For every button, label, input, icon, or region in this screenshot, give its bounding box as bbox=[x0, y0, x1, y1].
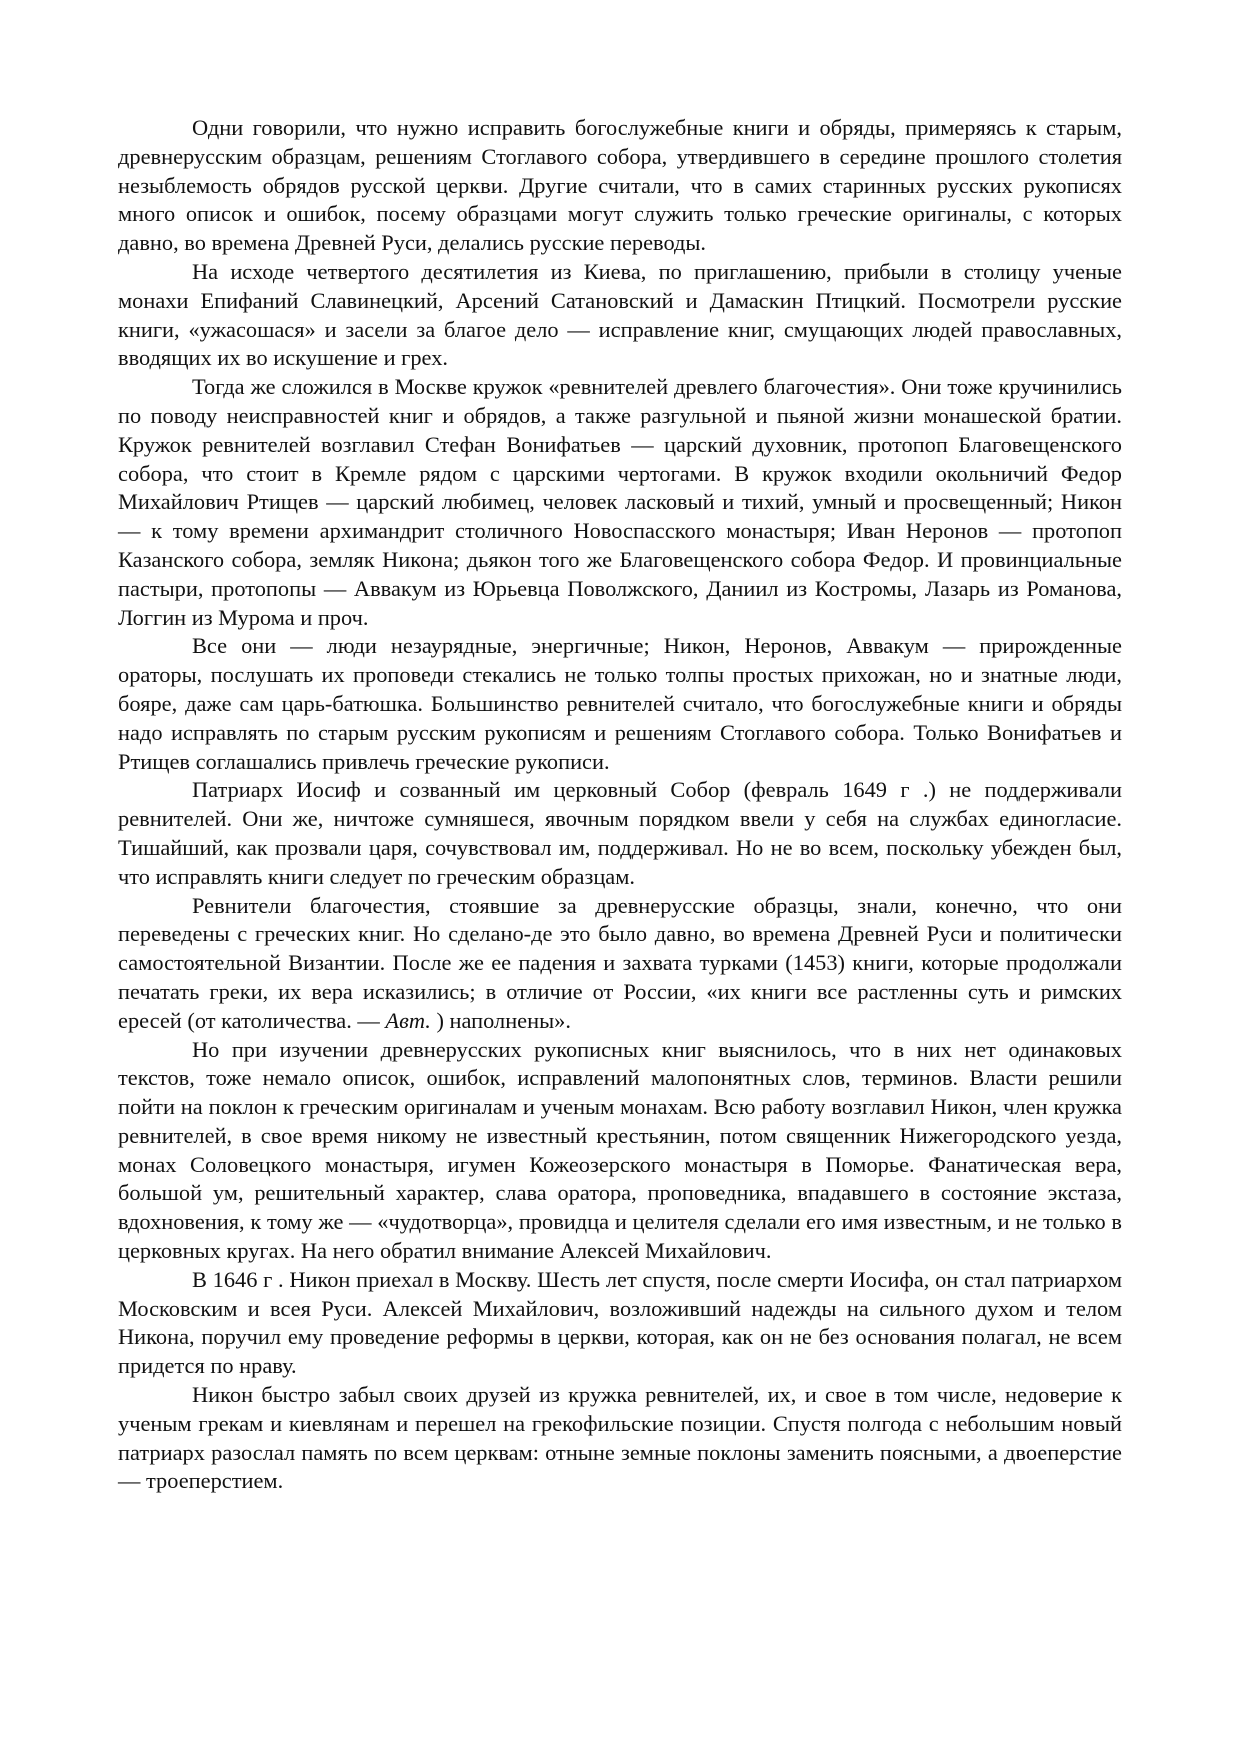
paragraph-8: В 1646 г . Никон приехал в Москву. Шесть лет спустя, после смерти Иосифа, он стал патриархом Московским и всея Руси. Алексей Михайлович, возложивший надежды на сильного духом и телом Никона, поручил ему проведение реформы в церкви, которая, как он не без основания полагал, не всем придется по нраву. bbox=[118, 1266, 1122, 1379]
paragraph-9: Никон быстро забыл своих друзей из кружка ревнителей, их, и свое в том числе, недоверие к ученым грекам и киевлянам и перешел на грекофильские позиции. Спустя полгода с небольшим новый патриарх разослал память по всем церквам: отныне земные поклоны заменить поясными, а двоеперстие — троеперстием. bbox=[118, 1382, 1122, 1494]
paragraph-6 bbox=[118, 892, 1122, 1036]
paragraph-7: Но при изучении древнерусских рукописных книг выяснилось, что в них нет одинаковых текстов, тоже немало описок, ошибок, исправлений малопонятных слов, терминов. Власти решили пойти на поклон к греческим оригиналам и ученым монахам. Всю работу возглавил Никон, член кружка ревнителей, в свое время никому не известный крестьянин, потом священник Нижегородского уезда, монах Соловецкого монастыря, игумен Кожеозерского монастыря в Поморье. Фанатическая вера, большой ум, решительный характер, слава оратора, проповедника, впадавшего в состояние экстаза, вдохновения, к тому же — «чудотворца», провидца и целителя сделали его имя известным, и не только в церковных кругах. На него обратил внимание Алексей Михайлович. bbox=[118, 1036, 1122, 1264]
paragraph-5: Патриарх Иосиф и созванный им церковный Собор (февраль 1649 г .) не поддерживали ревнителей. Они же, ничтоже сумняшеся, явочным порядком ввели у себя на службах единогласие. Тишайший, как прозвали царя, сочувствовал им, поддерживал. Но не во всем, поскольку убежден был, что исправлять книги следует по греческим образцам. bbox=[118, 777, 1122, 889]
paragraph-3: Тогда же сложился в Москве кружок «ревнителей древлего благочестия». Они тоже кручинились по поводу неисправностей книг и обрядов, а также разгульной и пьяной жизни монашеской братии. Кружок ревнителей возглавил Стефан Вонифатьев — царский духовник, протопоп Благовещенского собора, что стоит в Кремле рядом с царскими чертогами. В кружок входили окольничий Федор Михайлович Ртищев — царский любимец, человек ласковый и тихий, умный и просвещенный; Никон — к тому времени архимандрит столичного Новоспасского монастыря; Иван Неронов — протопоп Казанского собора, земляк Никона; дьякон того же Благовещенского собора Федор. И провинциальные пастыри, протопопы — Аввакум из Юрьевца Поволжского, Даниил из Костромы, Лазарь из Романова, Логгин из Мурома и проч. bbox=[118, 374, 1122, 630]
paragraph-6-text-after: ) наполнены». bbox=[430, 1007, 571, 1033]
document-page bbox=[118, 114, 1122, 1496]
paragraph-4: Все они — люди незаурядные, энергичные; Никон, Неронов, Аввакум — прирожденные ораторы, послушать их проповеди стекались не только толпы простых прихожан, но и знатные люди, бояре, даже сам царь-батюшка. Большинство ревнителей считало, что богослужебные книги и обряды надо исправлять по старым русским рукописям и решениям Стоглавого собора. Только Вонифатьев и Ртищев соглашались привлечь греческие рукописи. bbox=[118, 633, 1122, 774]
paragraph-1: Одни говорили, что нужно исправить богослужебные книги и обряды, примеряясь к старым, древнерусским образцам, решениям Стоглавого собора, утвердившего в середине прошлого столетия незыблемость обрядов русской церкви. Другие считали, что в самих старинных русских рукописях много описок и ошибок, посему образцами могут служить только греческие оригиналы, с которых давно, во времена Древней Руси, делались русские переводы. bbox=[118, 115, 1122, 256]
paragraph-2: На исходе четвертого десятилетия из Киева, по приглашению, прибыли в столицу ученые монахи Епифаний Славинецкий, Арсений Сатановский и Дамаскин Птицкий. Посмотрели русские книги, «ужасошася» и засели за благое дело — исправление книг, смущающих людей православных, вводящих их во искушение и грех. bbox=[118, 258, 1122, 371]
paragraph-6-italic-abbrev: Авт. bbox=[385, 1007, 431, 1033]
paragraph-6-text-before: Ревнители благочестия, стоявшие за древнерусские образцы, знали, конечно, что они переведены с греческих книг. Но сделано-де это было давно, во времена Древней Руси и политически самостоятельной Византии. После же ее падения и захвата турками (1453) книги, которые продолжали печатать греки, их вера исказились; в отличие от России, «их книги все растленны суть и римских ересей (от католичества. — bbox=[118, 892, 1122, 1033]
